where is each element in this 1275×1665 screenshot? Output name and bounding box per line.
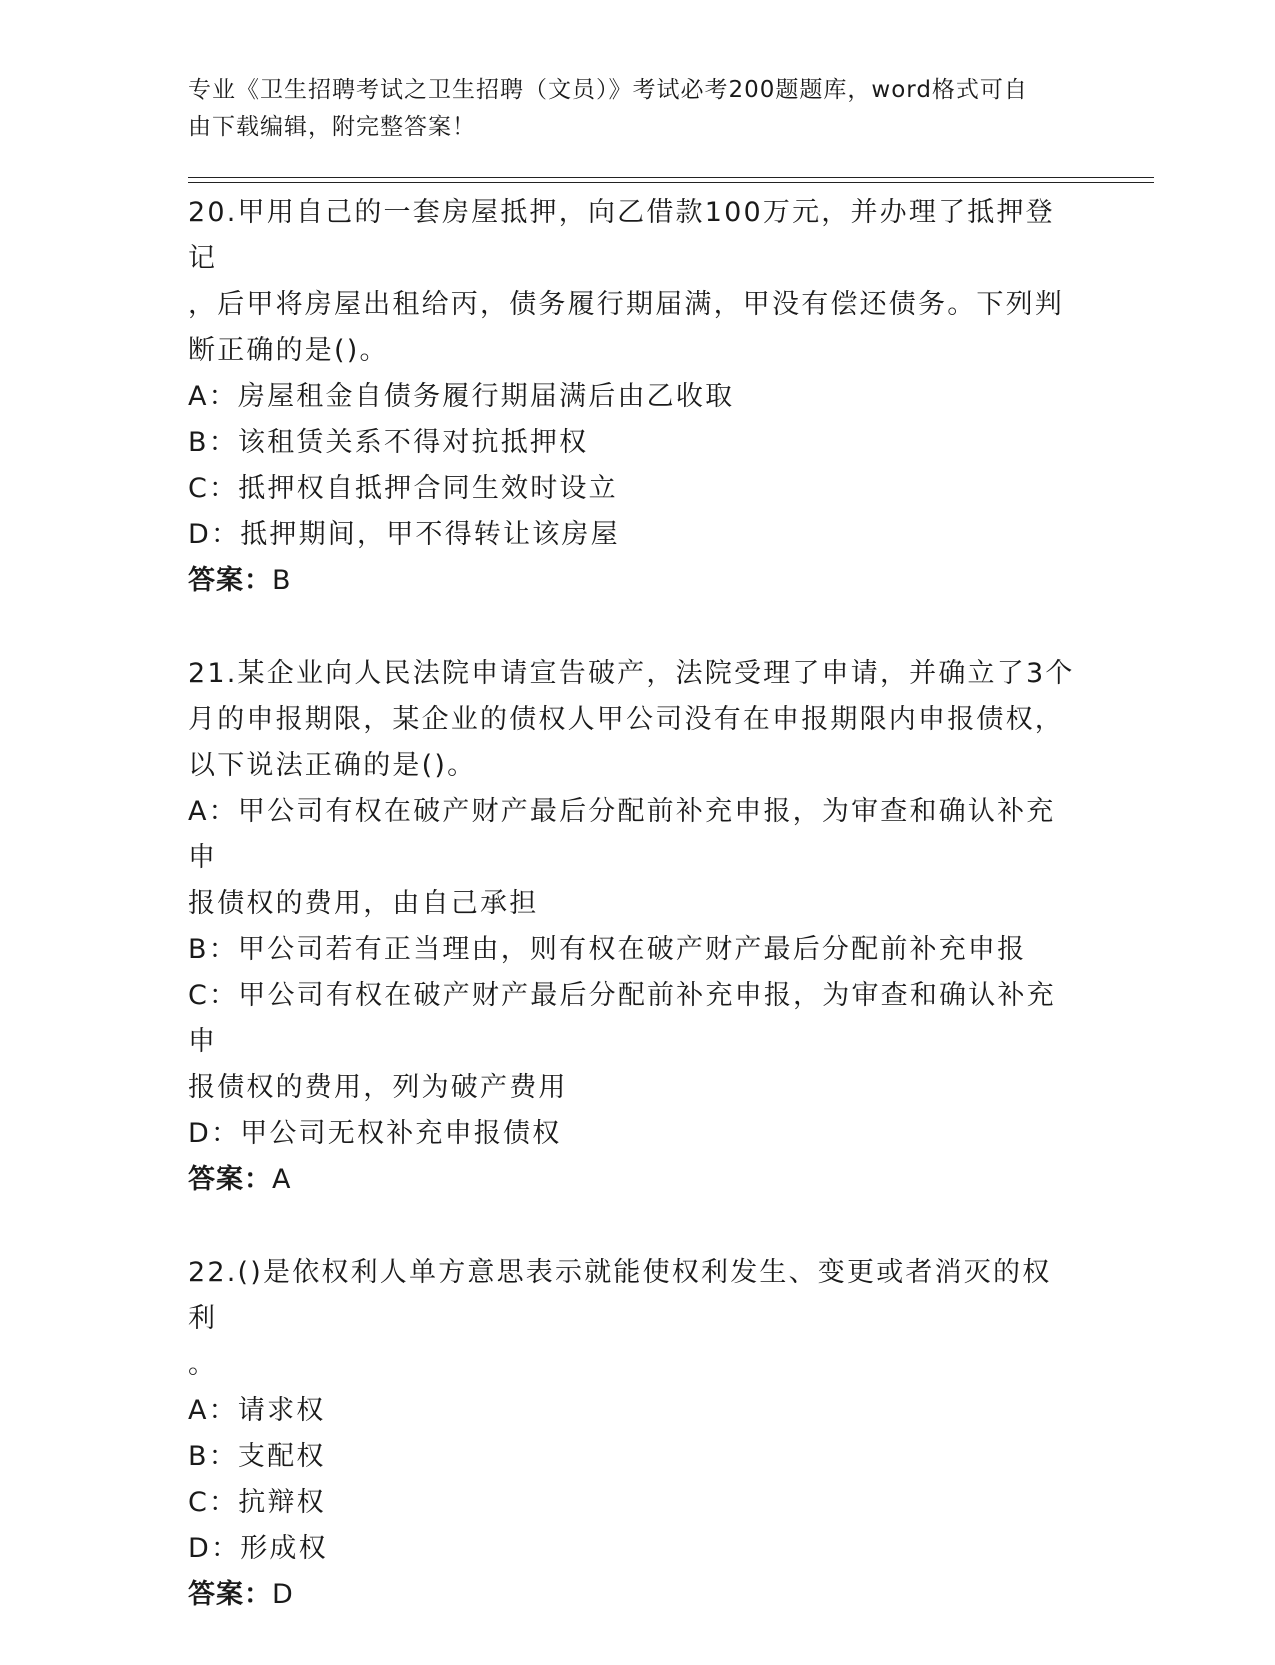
answer-line (188, 1572, 1078, 1618)
option-c: C：抗辩权 (188, 1487, 326, 1518)
option-c: C：抵押权自抵押合同生效时设立 (188, 473, 618, 504)
option-d: D：抵押期间，甲不得转让该房屋 (188, 519, 620, 550)
answer-value: B (272, 565, 292, 596)
question-stem-line: 21.某企业向人民法院申请宣告破产，法院受理了申请，并确立了3个 (188, 658, 1075, 689)
answer-label: 答案： (188, 565, 272, 596)
answer-value: D (272, 1579, 294, 1610)
question-list (188, 190, 1078, 1665)
question-stem-line: 断正确的是()。 (188, 335, 389, 366)
question-21 (188, 651, 1078, 1203)
question-stem-line: 22.()是依权利人单方意思表示就能使权利发生、变更或者消灭的权利 (188, 1257, 1052, 1334)
question-stem-line: 。 (188, 1349, 218, 1380)
option-c: C：甲公司有权在破产财产最后分配前补充申报，为审查和确认补充申 (188, 980, 1056, 1057)
option-a: A：房屋租金自债务履行期届满后由乙收取 (188, 381, 735, 412)
question-stem-line: 月的申报期限，某企业的债权人甲公司没有在申报期限内申报债权， (188, 704, 1064, 735)
header-line-2: 由下载编辑，附完整答案！ (188, 114, 476, 140)
question-stem-line: 20.甲用自己的一套房屋抵押，向乙借款100万元，并办理了抵押登记 (188, 197, 1055, 274)
option-c-continued: 报债权的费用，列为破产费用 (188, 1072, 568, 1103)
option-a: A：甲公司有权在破产财产最后分配前补充申报，为审查和确认补充申 (188, 796, 1056, 873)
question-stem-line: 以下说法正确的是()。 (188, 750, 477, 781)
header-divider-bottom (188, 182, 1154, 183)
option-a: A：请求权 (188, 1395, 326, 1426)
answer-label: 答案： (188, 1164, 272, 1195)
question-stem-line: ，后甲将房屋出租给丙，债务履行期届满，甲没有偿还债务。下列判 (188, 289, 1064, 320)
option-b: B：该租赁关系不得对抗抵押权 (188, 427, 589, 458)
document-header (188, 72, 1068, 146)
header-divider-top (188, 177, 1154, 178)
header-line-1: 专业《卫生招聘考试之卫生招聘（文员）》考试必考200题题库，word格式可自 (188, 77, 1028, 103)
answer-value: A (272, 1164, 292, 1195)
option-d: D：形成权 (188, 1533, 328, 1564)
option-b: B：支配权 (188, 1441, 326, 1472)
option-b: B：甲公司若有正当理由，则有权在破产财产最后分配前补充申报 (188, 934, 1027, 965)
answer-label: 答案： (188, 1579, 272, 1610)
option-d: D：甲公司无权补充申报债权 (188, 1118, 562, 1149)
option-a-continued: 报债权的费用，由自己承担 (188, 888, 539, 919)
answer-line (188, 1157, 1078, 1203)
question-22 (188, 1250, 1078, 1618)
answer-line (188, 558, 1078, 604)
question-20 (188, 190, 1078, 604)
